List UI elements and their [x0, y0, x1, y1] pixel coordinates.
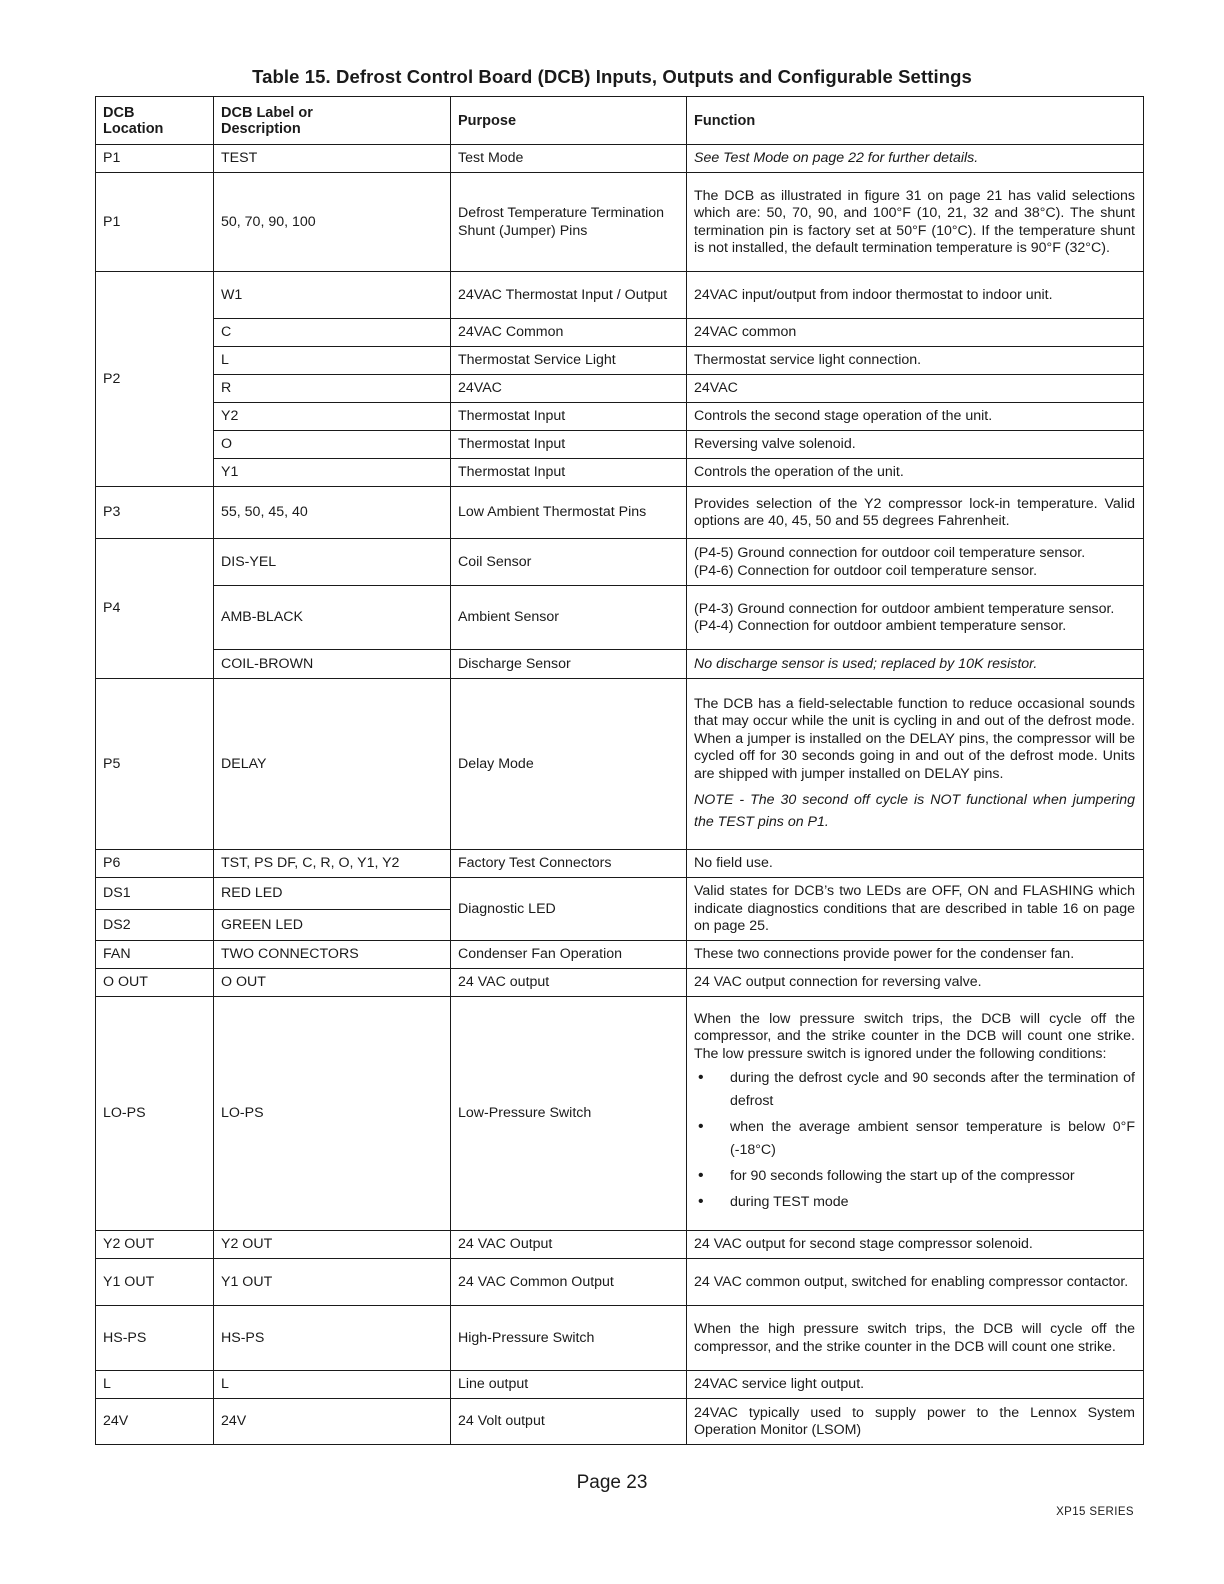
cell-function — [687, 539, 1144, 586]
cell-function: No field use. — [687, 850, 1144, 878]
cell-label: Y1 OUT — [214, 1259, 451, 1306]
page-number: Page 23 — [576, 1472, 648, 1493]
cell-label: GREEN LED — [214, 910, 451, 941]
cell-function: See Test Mode on page 22 for further details. — [687, 145, 1144, 173]
cell-purpose: Thermostat Service Light — [451, 347, 687, 375]
cell-purpose: Test Mode — [451, 145, 687, 173]
cell-purpose: Factory Test Connectors — [451, 850, 687, 878]
cell-location: O OUT — [96, 969, 214, 997]
cell-location: Y2 OUT — [96, 1231, 214, 1259]
cell-label: C — [214, 319, 451, 347]
cell-location: Y1 OUT — [96, 1259, 214, 1306]
table-row — [96, 487, 1144, 539]
cell-location: P2 — [96, 272, 214, 487]
cell-label: L — [214, 1371, 451, 1399]
table-row — [96, 1231, 1144, 1259]
list-item: • when the average ambient sensor temperature is below 0°F (-18°C) — [694, 1116, 1135, 1162]
cell-label: 50, 70, 90, 100 — [214, 173, 451, 272]
cell-label: LO-PS — [214, 997, 451, 1231]
table-row — [96, 650, 1144, 679]
cell-label: O OUT — [214, 969, 451, 997]
table-row — [96, 145, 1144, 173]
cell-location: P5 — [96, 679, 214, 850]
cell-function: Controls the second stage operation of the unit. — [687, 403, 1144, 431]
cell-label: DELAY — [214, 679, 451, 850]
cell-purpose: Diagnostic LED — [451, 878, 687, 941]
function-text: When the low pressure switch trips, the DCB will cycle off the compressor, and the strike counter in the DCB will count one strike. The low pressure switch is ignored under the following conditions: — [694, 1010, 1135, 1062]
cell-purpose: Low Ambient Thermostat Pins — [451, 487, 687, 539]
table-title: Table 15. Defrost Control Board (DCB) Inputs, Outputs and Configurable Settings — [252, 66, 972, 87]
cell-location: LO-PS — [96, 997, 214, 1231]
cell-label: AMB-BLACK — [214, 586, 451, 650]
series-label: XP15 SERIES — [1056, 1506, 1134, 1518]
cell-label: Y1 — [214, 459, 451, 487]
cell-location: DS1 — [96, 878, 214, 910]
note-text: NOTE - The 30 second off cycle is NOT functional when jumpering the TEST pins on P1. — [694, 792, 1135, 831]
cell-label: R — [214, 375, 451, 403]
table-row — [96, 272, 1144, 319]
table-row — [96, 1371, 1144, 1399]
cell-label: O — [214, 431, 451, 459]
cell-function: 24 VAC output for second stage compressor solenoid. — [687, 1231, 1144, 1259]
cell-purpose: Ambient Sensor — [451, 586, 687, 650]
condition-list — [694, 1067, 1135, 1214]
cell-purpose: 24VAC — [451, 375, 687, 403]
header-location: DCB Location — [96, 97, 214, 145]
list-item: • during TEST mode — [694, 1191, 1135, 1214]
cell-purpose: Condenser Fan Operation — [451, 941, 687, 969]
cell-location: DS2 — [96, 910, 214, 941]
cell-function: 24VAC common — [687, 319, 1144, 347]
cell-purpose: 24VAC Common — [451, 319, 687, 347]
table-row — [96, 319, 1144, 347]
function-line: (P4-4) Connection for outdoor ambient temperature sensor. — [694, 618, 1067, 634]
cell-function: 24VAC — [687, 375, 1144, 403]
table-row — [96, 375, 1144, 403]
cell-label: TST, PS DF, C, R, O, Y1, Y2 — [214, 850, 451, 878]
table-row — [96, 997, 1144, 1231]
dcb-settings-table — [95, 96, 1144, 1445]
cell-purpose: 24VAC Thermostat Input / Output — [451, 272, 687, 319]
list-item: • for 90 seconds following the start up of the compressor — [694, 1165, 1135, 1188]
cell-location: P1 — [96, 145, 214, 173]
cell-location: HS-PS — [96, 1306, 214, 1371]
cell-location: FAN — [96, 941, 214, 969]
cell-purpose: Low-Pressure Switch — [451, 997, 687, 1231]
table-row — [96, 173, 1144, 272]
list-item: • during the defrost cycle and 90 seconds after the termination of defrost — [694, 1067, 1135, 1113]
cell-purpose: 24 VAC output — [451, 969, 687, 997]
cell-function: These two connections provide power for the condenser fan. — [687, 941, 1144, 969]
cell-purpose: Discharge Sensor — [451, 650, 687, 679]
table-row — [96, 459, 1144, 487]
cell-label: Y2 OUT — [214, 1231, 451, 1259]
cell-function: Valid states for DCB’s two LEDs are OFF, ON and FLASHING which indicate diagnostics conditions that are described in table 16 on page on page 25. — [687, 878, 1144, 941]
cell-label: COIL-BROWN — [214, 650, 451, 679]
cell-purpose: 24 VAC Output — [451, 1231, 687, 1259]
cell-location: P4 — [96, 539, 214, 679]
table-row — [96, 586, 1144, 650]
header-label: DCB Label or Description — [214, 97, 451, 145]
cell-function: 24 VAC common output, switched for enabling compressor contactor. — [687, 1259, 1144, 1306]
cell-function — [687, 997, 1144, 1231]
function-line: (P4-6) Connection for outdoor coil temperature sensor. — [694, 562, 1038, 579]
cell-function: The DCB as illustrated in figure 31 on page 21 has valid selections which are: 50, 70, 90, and 100°F (10, 21, 32 and 38°C). The shunt termination pin is factory set at 50°F (10°C). If the temperature shunt is not installed, the default termination temperature is 90°F (32°C). — [687, 173, 1144, 272]
cell-label: 55, 50, 45, 40 — [214, 487, 451, 539]
function-line: (P4-5) Ground connection for outdoor coil temperature sensor. — [694, 545, 1086, 561]
cell-function: 24 VAC output connection for reversing valve. — [687, 969, 1144, 997]
table-row — [96, 539, 1144, 586]
cell-function — [687, 679, 1144, 850]
table-header-row — [96, 97, 1144, 145]
cell-purpose: Thermostat Input — [451, 459, 687, 487]
table-row — [96, 1259, 1144, 1306]
cell-location: L — [96, 1371, 214, 1399]
cell-function — [687, 586, 1144, 650]
cell-label: RED LED — [214, 878, 451, 910]
table-row — [96, 403, 1144, 431]
cell-function: No discharge sensor is used; replaced by 10K resistor. — [687, 650, 1144, 679]
cell-function: Thermostat service light connection. — [687, 347, 1144, 375]
table-row — [96, 850, 1144, 878]
function-text: The DCB has a field-selectable function to reduce occasional sounds that may occur while the unit is cycling in and out of the defrost mode. When a jumper is installed on the DELAY pins, the compressor will be cycled off for 30 seconds going in and out of the defrost mode. Units are shipped with jumper installed on DELAY pins. — [694, 695, 1135, 782]
cell-label: DIS-YEL — [214, 539, 451, 586]
cell-label: HS-PS — [214, 1306, 451, 1371]
cell-function: When the high pressure switch trips, the DCB will cycle off the compressor, and the strike counter in the DCB will count one strike. — [687, 1306, 1144, 1371]
table-row — [96, 1399, 1144, 1445]
cell-location: P6 — [96, 850, 214, 878]
cell-label: L — [214, 347, 451, 375]
cell-label: Y2 — [214, 403, 451, 431]
table-row — [96, 347, 1144, 375]
cell-function: Reversing valve solenoid. — [687, 431, 1144, 459]
cell-location: P3 — [96, 487, 214, 539]
table-row — [96, 878, 1144, 910]
cell-location: P1 — [96, 173, 214, 272]
header-purpose: Purpose — [451, 97, 687, 145]
header-function: Function — [687, 97, 1144, 145]
cell-purpose: Coil Sensor — [451, 539, 687, 586]
function-line: (P4-3) Ground connection for outdoor ambient temperature sensor. — [694, 600, 1115, 617]
cell-label: TWO CONNECTORS — [214, 941, 451, 969]
cell-purpose: Thermostat Input — [451, 403, 687, 431]
cell-purpose: High-Pressure Switch — [451, 1306, 687, 1371]
table-row — [96, 969, 1144, 997]
cell-function: 24VAC input/output from indoor thermostat to indoor unit. — [687, 272, 1144, 319]
table-row — [96, 1306, 1144, 1371]
cell-function: Controls the operation of the unit. — [687, 459, 1144, 487]
table-row — [96, 941, 1144, 969]
cell-label: W1 — [214, 272, 451, 319]
cell-location: 24V — [96, 1399, 214, 1445]
table-row — [96, 679, 1144, 850]
cell-purpose: 24 Volt output — [451, 1399, 687, 1445]
cell-purpose: Delay Mode — [451, 679, 687, 850]
cell-purpose: Defrost Temperature Termination Shunt (Jumper) Pins — [451, 173, 687, 272]
table-row — [96, 431, 1144, 459]
cell-purpose: Thermostat Input — [451, 431, 687, 459]
cell-purpose: Line output — [451, 1371, 687, 1399]
cell-purpose: 24 VAC Common Output — [451, 1259, 687, 1306]
cell-label: TEST — [214, 145, 451, 173]
cell-function: 24VAC service light output. — [687, 1371, 1144, 1399]
cell-function: Provides selection of the Y2 compressor lock-in temperature. Valid options are 40, 45, 50 and 55 degrees Fahrenheit. — [687, 487, 1144, 539]
cell-function: 24VAC typically used to supply power to the Lennox System Operation Monitor (LSOM) — [687, 1399, 1144, 1445]
cell-label: 24V — [214, 1399, 451, 1445]
